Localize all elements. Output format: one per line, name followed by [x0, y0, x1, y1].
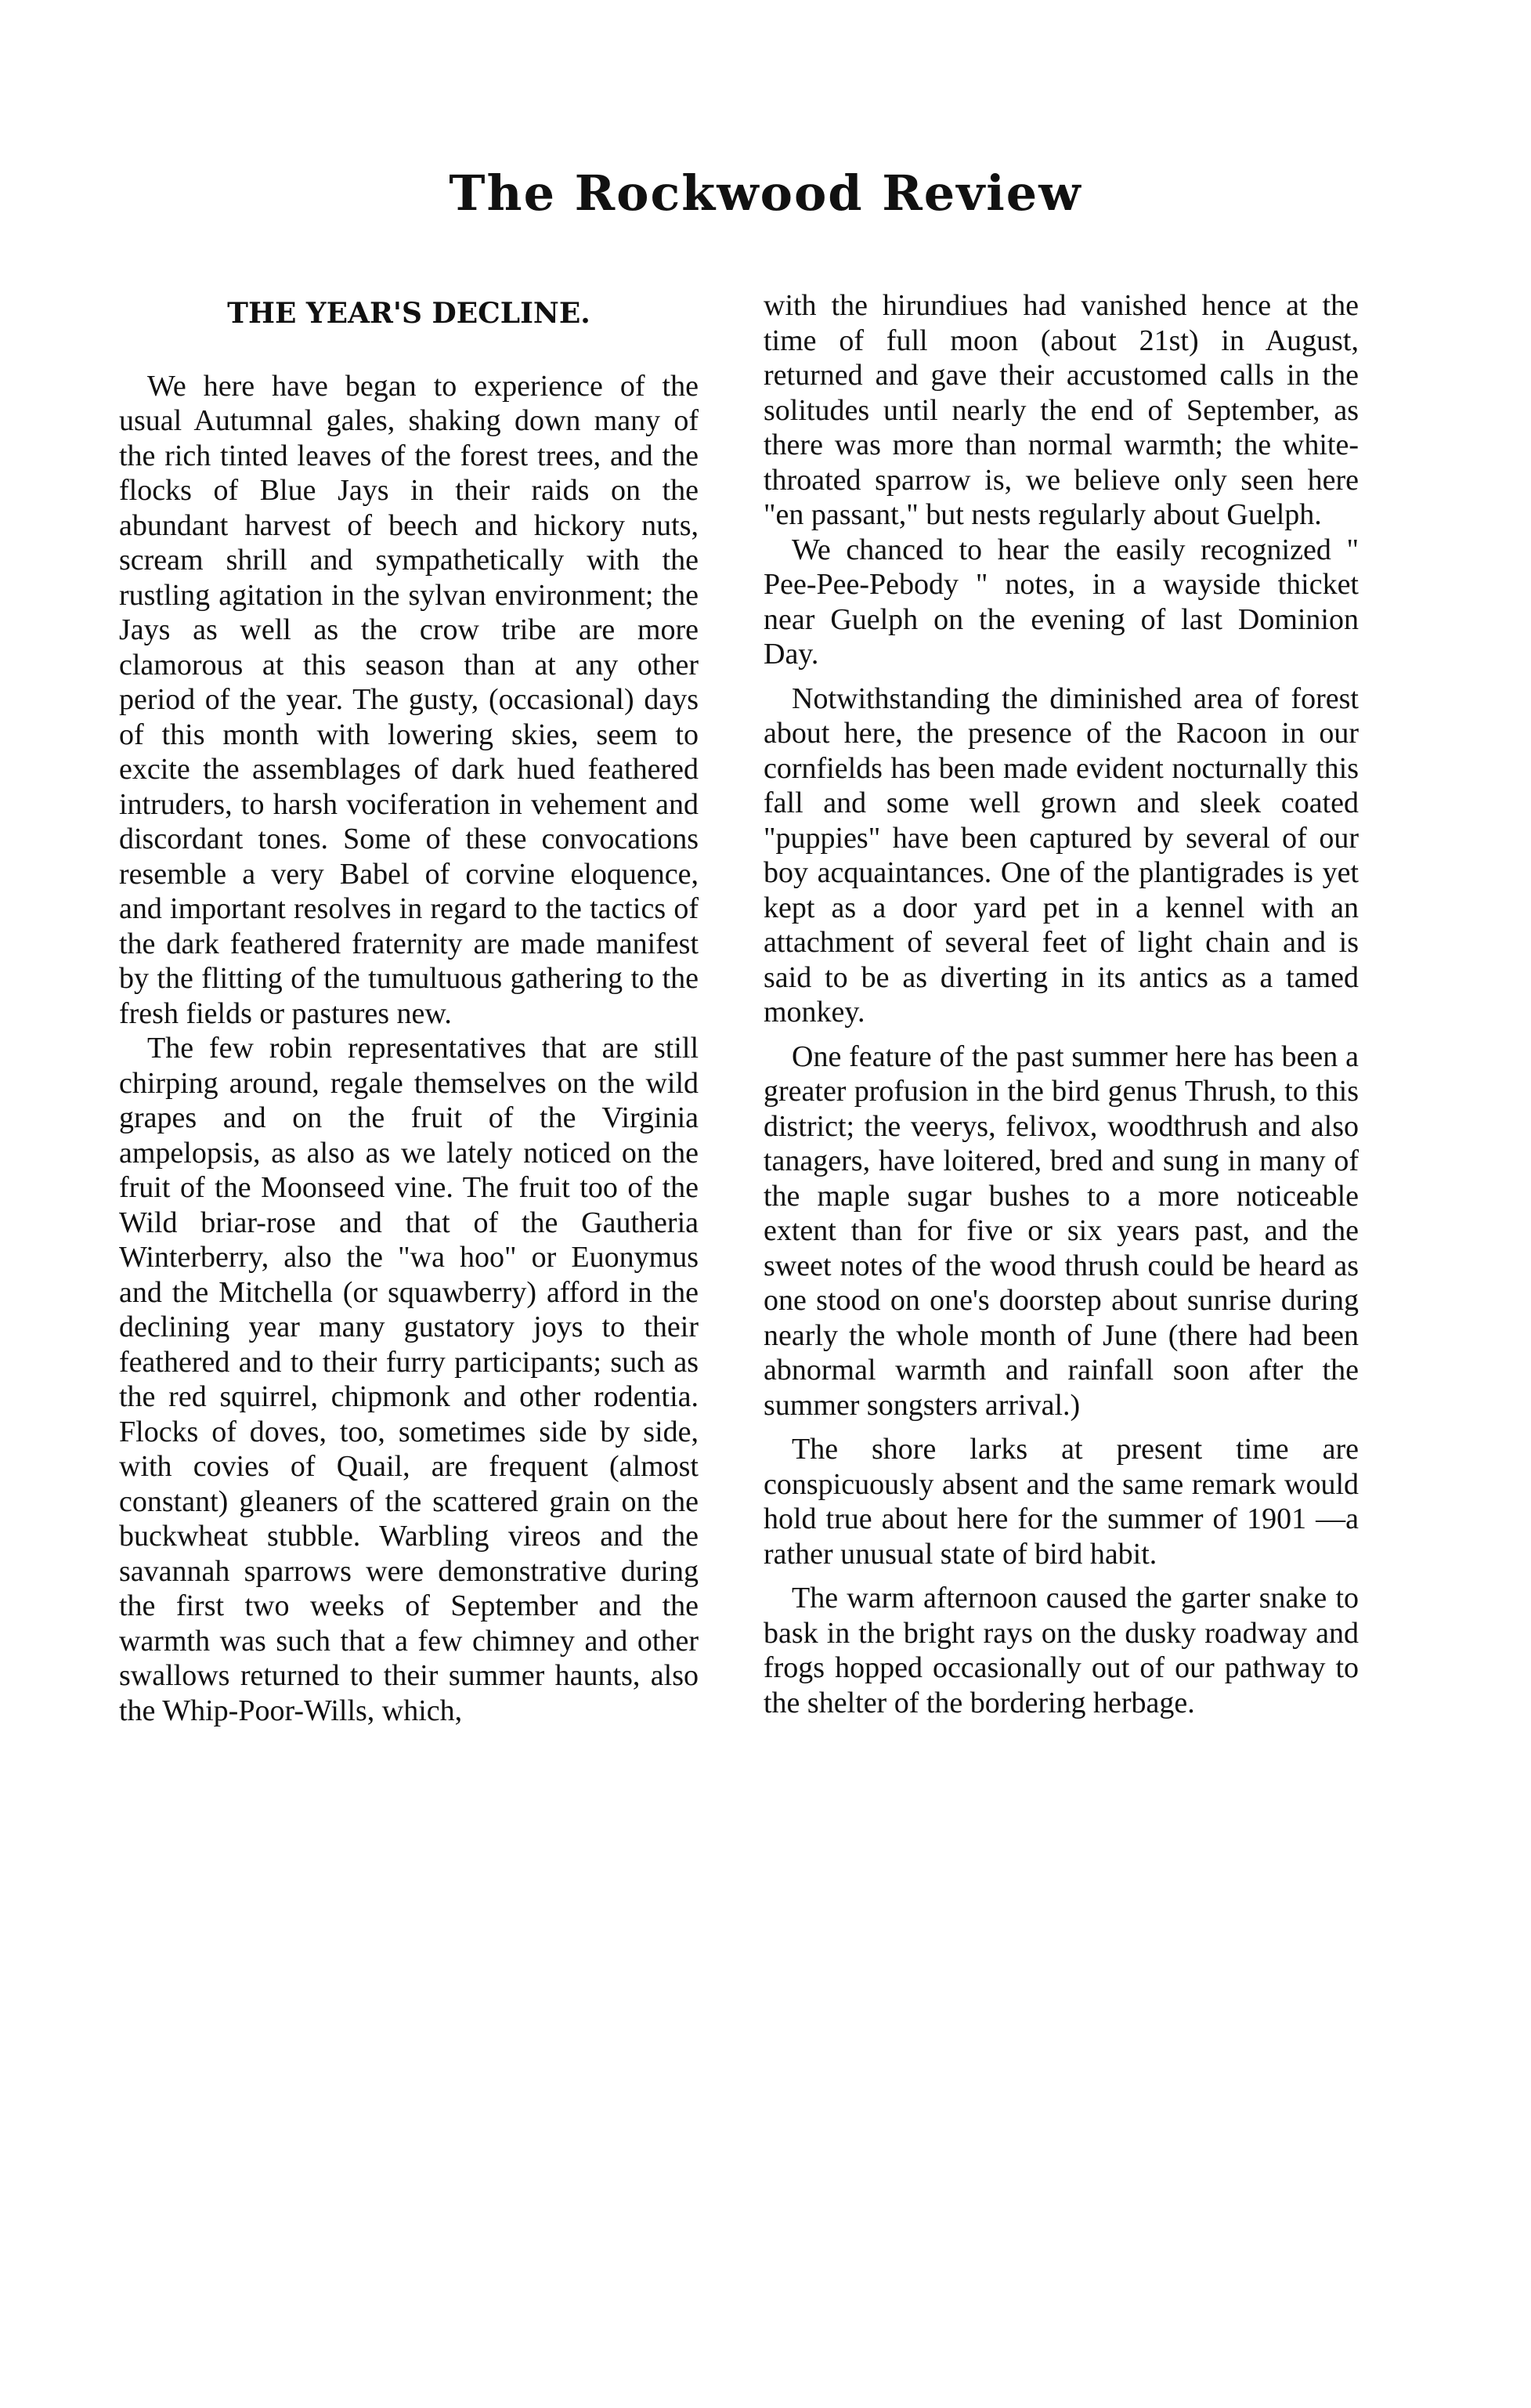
- paragraph: The warm afternoon caused the garter snake to bask in the bright rays on the dusky roadway and frogs hopped occasionally out of our pathway to the shelter of the bordering herbage.: [764, 1582, 1359, 1719]
- paragraph: Notwithstanding the diminished area of forest about here, the presence of the Racoon in our cornfields has been made evident nocturnally this fall and some well grown and sleek coated "puppies" have been captured by several of our boy acquaintances. One of the plantigrades is yet kept as a door yard pet in a kennel with an attachment of several feet of light chain and is said to be as diverting in its antics as a tamed monkey.: [764, 682, 1359, 1029]
- paragraph: One feature of the past summer here has been a greater profusion in the bird genus Thrush, to this district; the veerys, felivox, woodthrush and also tanagers, have loitered, bred and sung in many of the maple sugar bushes to a more noticeable extent than for five or six years past, and the sweet notes of the wood thrush could be heard as one stood on one's doorstep about sunrise during nearly the whole month of June (there had been abnormal warmth and rainfall soon after the summer songsters arrival.): [764, 1039, 1359, 1422]
- masthead-title: The Rockwood Review: [449, 165, 1082, 222]
- paragraph: The shore larks at present time are conspicuously absent and the same remark would hold true about here for the summer of 1901 —a rather unusual state of bird habit.: [764, 1433, 1359, 1571]
- paragraph: The few robin representatives that are still chirping around, regale themselves on the wild grapes and on the fruit of the Virginia ampelopsis, as also as we lately noticed on the fruit of the Moonseed vine. The fruit too of the Wild briar-rose and that of the Gautheria Winterberry, also the "wa hoo" or Euonymus and the Mitchella (or squawberry) afford in the declining year many gustatory joys to their feathered and to their furry participants; such as the red squirrel, chipmonk and other rodentia. Flocks of doves, too, sometimes side by side, with covies of Quail, are frequent (almost constant) gleaners of the scattered grain on the buckwheat stubble. Warbling vireos and the savannah sparrows were demonstrative during the first two weeks of September and the warmth was such that a few chimney and other swallows returned to their summer haunts, also the Whip-Poor-Wills, which,: [119, 1032, 699, 1727]
- paragraph: with the hirundiues had vanished hence at the time of full moon (about 21st) in August, returned and gave their accustomed calls in the solitudes until nearly the end of September, as there was more than normal warmth; the white-throated sparrow is, we believe only seen here "en passant," but nests regularly about Guelph.: [764, 289, 1359, 531]
- paragraph: We here have began to experience of the usual Autumnal gales, shaking down many of the rich tinted leaves of the forest trees, and the flocks of Blue Jays in their raids on the abundant harvest of beech and hickory nuts, scream shrill and sympathetically with the rustling agitation in the sylvan environment; the Jays as well as the crow tribe are more clamorous at this season than at any other period of the year. The gusty, (occasional) days of this month with lowering skies, seem to excite the assemblages of dark hued feathered intruders, to harsh vociferation in vehement and discordant tones. Some of these convocations resemble a very Babel of corvine eloquence, and important resolves in regard to the tactics of the dark feathered fraternity are made manifest by the flitting of the tumultuous gathering to the fresh fields or pastures new.: [119, 369, 699, 1030]
- paragraph: We chanced to hear the easily recognized " Pee-Pee-Pebody " notes, in a wayside thicket near Guelph on the evening of last Dominion Day.: [764, 533, 1359, 671]
- right-column: [764, 288, 1359, 1720]
- article-heading: THE YEAR'S DECLINE.: [227, 297, 590, 330]
- left-column: [119, 282, 699, 1728]
